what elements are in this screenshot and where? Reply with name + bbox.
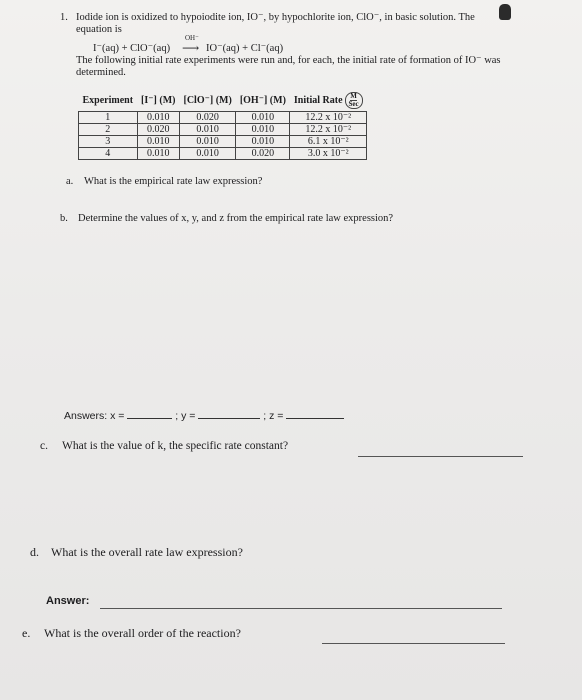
cell-iodide: 0.010	[137, 148, 179, 160]
reaction-catalyst: OH⁻	[185, 34, 199, 42]
header-iodide: [I⁻] (M)	[141, 95, 176, 106]
rate-unit-numerator: M	[350, 92, 357, 100]
cell-hypochlorite: 0.010	[179, 124, 235, 136]
table-row	[79, 136, 367, 148]
answer-x-field[interactable]	[127, 418, 172, 419]
part-c-label: c.	[40, 440, 48, 452]
part-b-label: b.	[60, 213, 68, 224]
desc-line-1: The following initial rate experiments were run and, for each, the initial rate of formation of IO⁻ was	[76, 55, 501, 66]
cell-rate: 12.2 x 10⁻²	[290, 112, 367, 124]
header-hypochlorite: [ClO⁻] (M)	[183, 95, 232, 106]
question-number: 1.	[60, 12, 68, 23]
header-initial-rate	[290, 90, 367, 112]
part-d-question: What is the overall rate law expression?	[51, 545, 243, 559]
table-header-row	[79, 90, 367, 112]
cell-iodide: 0.010	[137, 112, 179, 124]
cell-rate: 3.0 x 10⁻²	[290, 148, 367, 160]
cell-experiment: 3	[79, 136, 138, 148]
header-initial-rate-label: Initial Rate	[293, 95, 343, 106]
part-a-label: a.	[66, 176, 74, 187]
answer-z-field[interactable]	[286, 418, 344, 419]
part-c-answer-line[interactable]	[358, 456, 523, 457]
rate-unit	[345, 92, 363, 109]
reaction-arrow: ⟶	[182, 41, 200, 55]
intro-line-1: Iodide ion is oxidized to hypoiodite ion, IO⁻, by hypochlorite ion, ClO⁻, in basic solution. The	[76, 12, 475, 23]
answers-label: Answers:	[64, 410, 108, 422]
cell-experiment: 1	[79, 112, 138, 124]
rate-unit-denominator: Sec	[348, 100, 359, 108]
desc-line-2: determined.	[76, 67, 126, 78]
part-a-question: What is the empirical rate law expression?	[84, 176, 263, 187]
cell-hydroxide: 0.010	[236, 112, 290, 124]
cell-rate: 12.2 x 10⁻²	[290, 124, 367, 136]
header-experiment: Experiment	[82, 95, 134, 106]
answer-y-label: ; y =	[175, 410, 196, 422]
cell-hydroxide: 0.010	[236, 124, 290, 136]
part-e-answer-line[interactable]	[322, 643, 505, 644]
cell-hydroxide: 0.020	[236, 148, 290, 160]
cell-hydroxide: 0.010	[236, 136, 290, 148]
table-row	[79, 112, 367, 124]
part-e-label: e.	[22, 626, 31, 640]
cell-rate: 6.1 x 10⁻²	[290, 136, 367, 148]
cell-hypochlorite: 0.020	[179, 112, 235, 124]
experiment-table	[78, 90, 367, 160]
answers-row	[64, 410, 344, 423]
answer-d-label: Answer:	[46, 595, 90, 607]
reaction-right: IO⁻(aq) + Cl⁻(aq)	[206, 43, 284, 54]
reaction-left: I⁻(aq) + ClO⁻(aq)	[93, 43, 171, 54]
intro-line-2: equation is	[76, 24, 122, 35]
answer-d-line[interactable]	[100, 608, 502, 609]
part-b-question: Determine the values of x, y, and z from the empirical rate law expression?	[78, 213, 394, 224]
table-row	[79, 148, 367, 160]
part-c-question: What is the value of k, the specific rate constant?	[62, 440, 289, 452]
header-hydroxide: [OH⁻] (M)	[239, 95, 286, 106]
cell-hypochlorite: 0.010	[179, 136, 235, 148]
table-row	[79, 124, 367, 136]
answer-x-label: x =	[110, 410, 125, 422]
answer-y-field[interactable]	[198, 418, 260, 419]
cell-experiment: 4	[79, 148, 138, 160]
cell-hypochlorite: 0.010	[179, 148, 235, 160]
cell-iodide: 0.020	[137, 124, 179, 136]
answer-z-label: ; z =	[263, 410, 284, 422]
part-d-label: d.	[30, 545, 39, 559]
cell-iodide: 0.010	[137, 136, 179, 148]
part-e-question: What is the overall order of the reaction?	[44, 626, 241, 640]
cell-experiment: 2	[79, 124, 138, 136]
